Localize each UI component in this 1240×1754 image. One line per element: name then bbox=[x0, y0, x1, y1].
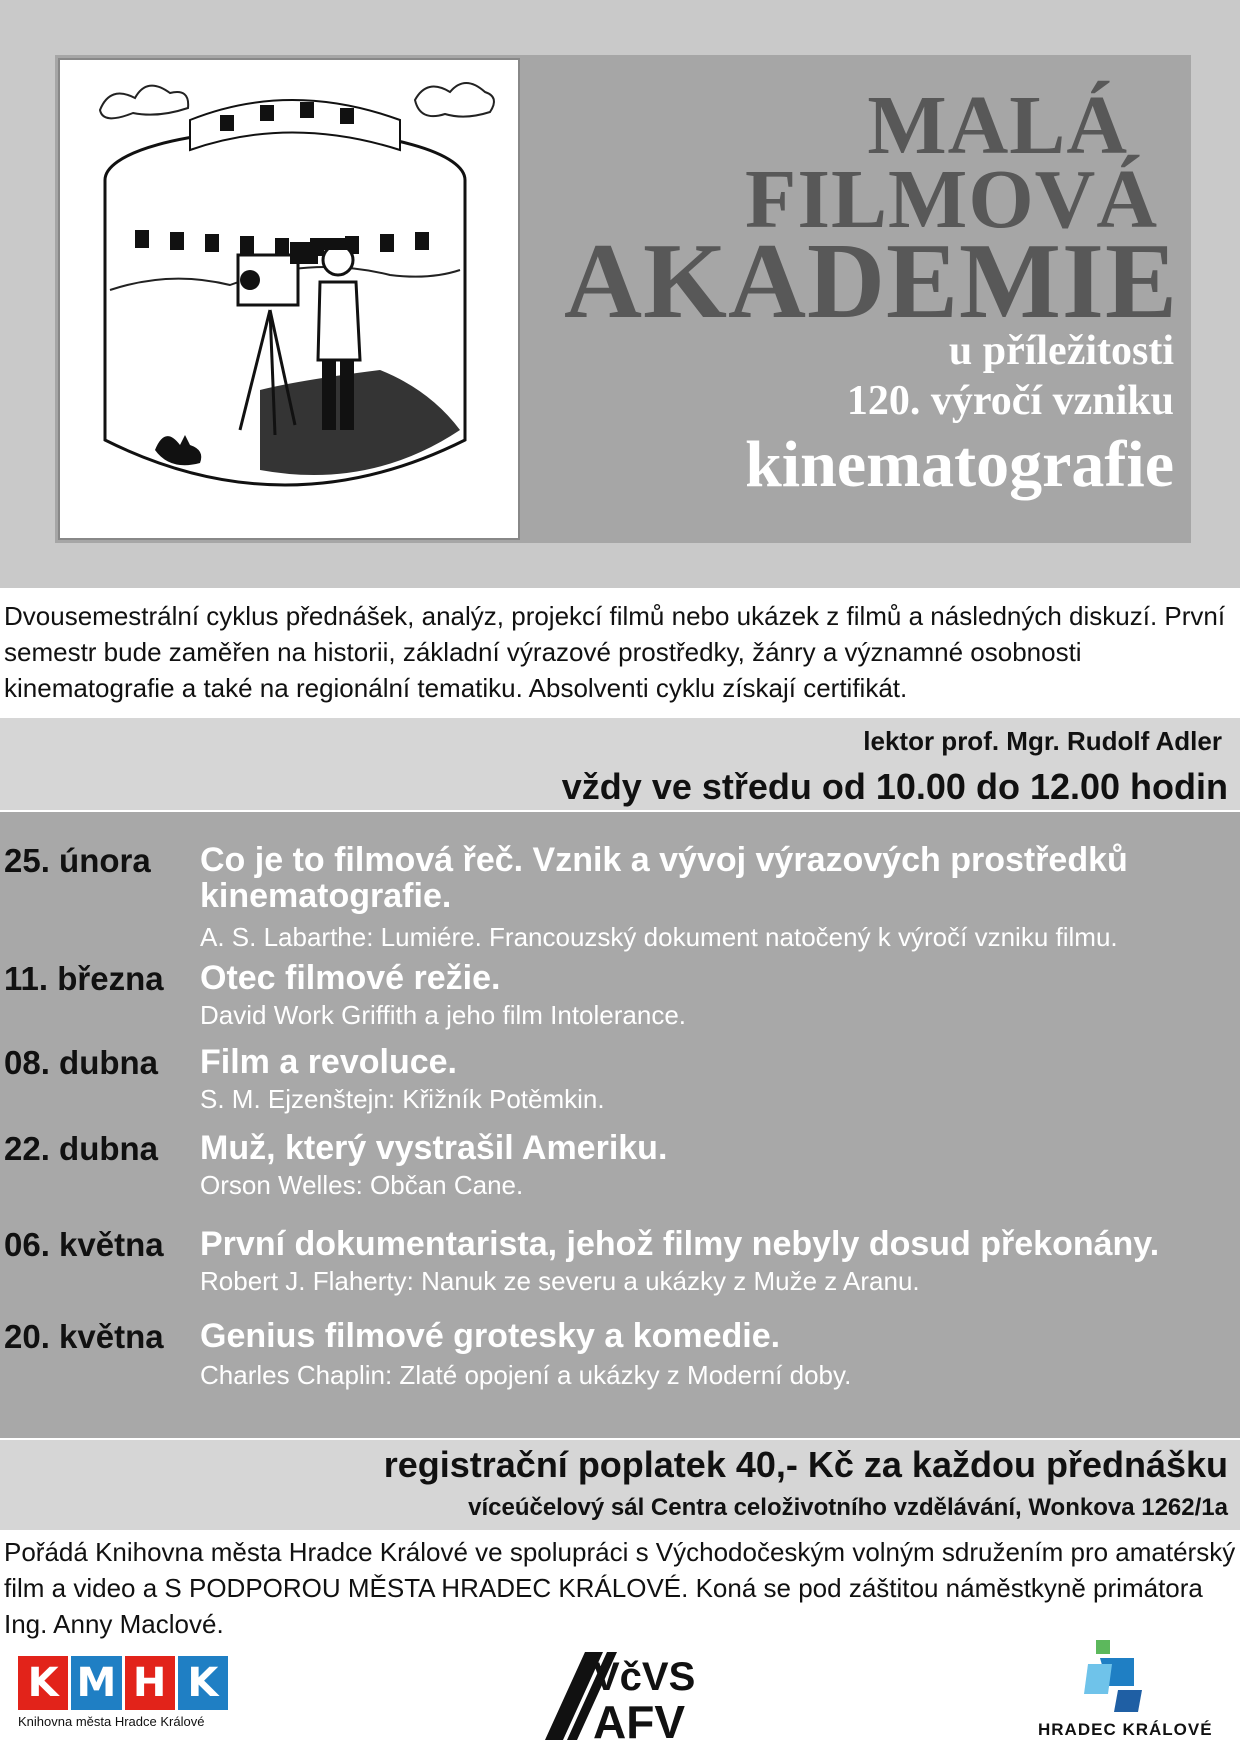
film-strip-cameraman-illustration bbox=[58, 58, 520, 540]
subtitle-line-2: 120. výročí vzniku bbox=[846, 378, 1174, 424]
hk-caption: HRADEC KRÁLOVÉ bbox=[1038, 1720, 1213, 1739]
kmhk-caption: Knihovna města Hradce Králové bbox=[18, 1714, 205, 1729]
lecture-topic: Muž, který vystrašil Ameriku. bbox=[200, 1129, 668, 1167]
lecture-note: David Work Griffith a jeho film Intolerance. bbox=[200, 1000, 687, 1030]
lecture-date: 25. února bbox=[4, 842, 151, 879]
lecture-note: S. M. Ejzenštejn: Křižník Potěmkin. bbox=[200, 1084, 605, 1114]
lecture-note: Orson Welles: Občan Cane. bbox=[200, 1170, 524, 1200]
lecture-date: 06. května bbox=[4, 1226, 164, 1263]
lecture-date: 08. dubna bbox=[4, 1044, 159, 1081]
lecture-date: 11. března bbox=[4, 960, 164, 997]
lecture-topic: Co je to filmová řeč. Vznik a vývoj výrazových prostředků kinematografie. bbox=[200, 841, 1128, 915]
kmhk-letter: K bbox=[178, 1656, 228, 1710]
schedule-time: vždy ve středu od 10.00 do 12.00 hodin bbox=[561, 766, 1228, 807]
title-line-mala: MALÁ bbox=[867, 79, 1128, 172]
lecture-date: 20. května bbox=[4, 1318, 164, 1355]
lecture-note: Charles Chaplin: Zlaté opojení a ukázky z Moderní doby. bbox=[200, 1360, 852, 1390]
avf-bottom-text: AFV bbox=[593, 1696, 685, 1742]
hradec-kralove-logo bbox=[1038, 1640, 1213, 1750]
lecture-topic: Film a revoluce. bbox=[200, 1043, 457, 1081]
kmhk-letter: M bbox=[71, 1656, 121, 1710]
lecture-note: A. S. Labarthe: Lumiére. Francouzský dokument natočený k výročí vzniku filmu. bbox=[200, 922, 1118, 952]
lecture-topic: Otec filmové režie. bbox=[200, 959, 501, 997]
title-line-filmova: FILMOVÁ bbox=[745, 153, 1158, 246]
program-section bbox=[0, 812, 1240, 1438]
intro-paragraph: Dvousemestrální cyklus přednášek, analýz, projekcí filmů nebo ukázek z filmů a následných diskuzí. První semestr bude zaměřen na historii, základní výrazové prostředky, žánry a významné osobnosti kinematografie a také na regionální tematiku. Absolventi cyklu získají certifikát. bbox=[4, 601, 1226, 703]
lecture-topic: Genius filmové grotesky a komedie. bbox=[200, 1317, 781, 1355]
avf-top-text: VčVS bbox=[593, 1655, 696, 1699]
kmhk-letter: H bbox=[125, 1656, 175, 1710]
lecture-topic: První dokumentarista, jehož filmy nebyly dosud překonány. bbox=[200, 1225, 1160, 1263]
vcvs-afv-logo bbox=[545, 1650, 725, 1742]
subtitle-line-1: u příležitosti bbox=[948, 328, 1174, 374]
registration-fee: registrační poplatek 40,- Kč za každou přednášku bbox=[383, 1444, 1228, 1485]
kmhk-letter: K bbox=[18, 1656, 68, 1710]
venue: víceúčelový sál Centra celoživotního vzdělávání, Wonkova 1262/1a bbox=[468, 1494, 1228, 1521]
lecturer-name: lektor prof. Mgr. Rudolf Adler bbox=[863, 726, 1222, 756]
lecture-note: Robert J. Flaherty: Nanuk ze severu a ukázky z Muže z Aranu. bbox=[200, 1266, 920, 1296]
kmhk-logo bbox=[18, 1656, 228, 1729]
subtitle-line-3: kinematografie bbox=[745, 428, 1174, 501]
lecture-date: 22. dubna bbox=[4, 1130, 159, 1167]
organizer-text: Pořádá Knihovna města Hradce Králové ve spolupráci s Východočeským volným sdružením pro amatérský film a video a S PODPOROU MĚSTA HRADEC KRÁLOVÉ. Koná se pod záštitou náměstkyně primátora Ing. Anny Maclové. bbox=[4, 1537, 1236, 1639]
title-line-akademie: AKADEMIE bbox=[563, 222, 1178, 341]
